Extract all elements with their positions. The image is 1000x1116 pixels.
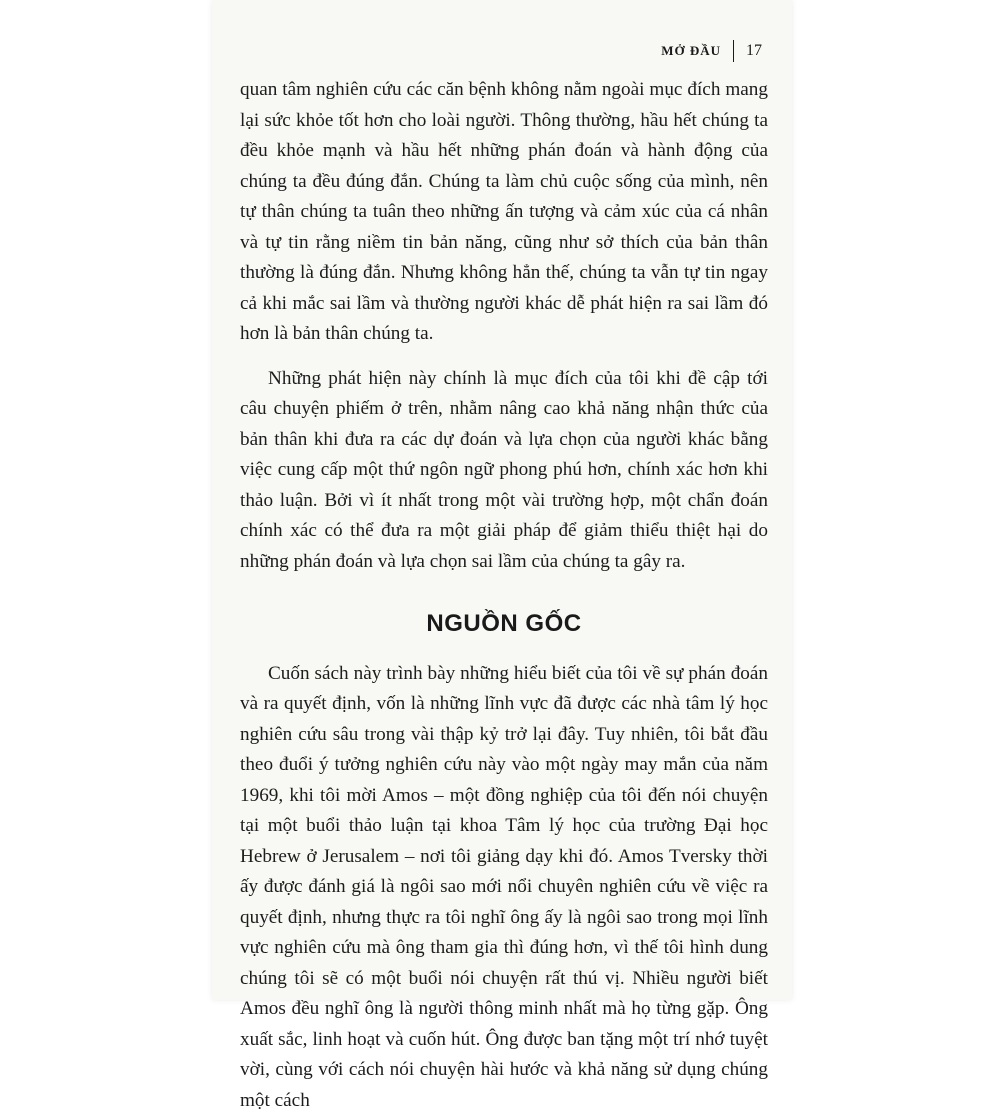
header-separator [733,40,734,62]
book-page [212,0,792,1000]
paragraph-3: Cuốn sách này trình bày những hiểu biết của tôi về sự phán đoán và ra quyết định, vốn là những lĩnh vực đã được các nhà tâm lý học nghiên cứu sâu trong vài thập kỷ trở lại đây. Tuy nhiên, tôi bắt đầu theo đuổi ý tưởng nghiên cứu này vào một ngày may mắn của năm 1969, khi tôi mời Amos – một đồng nghiệp của tôi đến nói chuyện tại một buổi thảo luận tại khoa Tâm lý học của trường Đại học Hebrew ở Jerusalem – nơi tôi giảng dạy khi đó. Amos Tversky thời ấy được đánh giá là ngôi sao mới nổi chuyên nghiên cứu về việc ra quyết định, nhưng thực ra tôi nghĩ ông ấy là ngôi sao trong mọi lĩnh vực nghiên cứu mà ông tham gia thì đúng hơn, vì thế tôi hình dung chúng tôi sẽ có một buổi nói chuyện rất thú vị. Nhiều người biết Amos đều nghĩ ông là người thông minh nhất mà họ từng gặp. Ông xuất sắc, linh hoạt và cuốn hút. Ông được ban tặng một trí nhớ tuyệt vời, cùng với cách nói chuyện hài hước và khả năng sử dụng chúng một cách [240,659,768,1116]
paragraph-2: Những phát hiện này chính là mục đích của tôi khi đề cập tới câu chuyện phiếm ở trên, nhằm nâng cao khả năng nhận thức của bản thân khi đưa ra các dự đoán và lựa chọn của người khác bằng việc cung cấp một thứ ngôn ngữ phong phú hơn, chính xác hơn khi thảo luận. Bởi vì ít nhất trong một vài trường hợp, một chẩn đoán chính xác có thể đưa ra một giải pháp để giảm thiểu thiệt hại do những phán đoán và lựa chọn sai lầm của chúng ta gây ra. [240,364,768,578]
page-number: 17 [746,42,762,60]
running-head [661,40,762,62]
section-heading: NGUỒN GỐC [240,609,768,640]
section-name: MỞ ĐẦU [661,43,721,59]
paragraph-1: quan tâm nghiên cứu các căn bệnh không nằm ngoài mục đích mang lại sức khỏe tốt hơn cho loài người. Thông thường, hầu hết chúng ta đều khỏe mạnh và hầu hết những phán đoán và hành động của chúng ta đều đúng đắn. Chúng ta làm chủ cuộc sống của mình, nên tự thân chúng ta tuân theo những ấn tượng và cảm xúc của cá nhân và tự tin rằng niềm tin bản năng, cũng như sở thích của bản thân thường là đúng đắn. Nhưng không hẳn thế, chúng ta vẫn tự tin ngay cả khi mắc sai lầm và thường người khác dễ phát hiện ra sai lầm đó hơn là bản thân chúng ta. [240,75,768,350]
body-text [240,75,768,1116]
